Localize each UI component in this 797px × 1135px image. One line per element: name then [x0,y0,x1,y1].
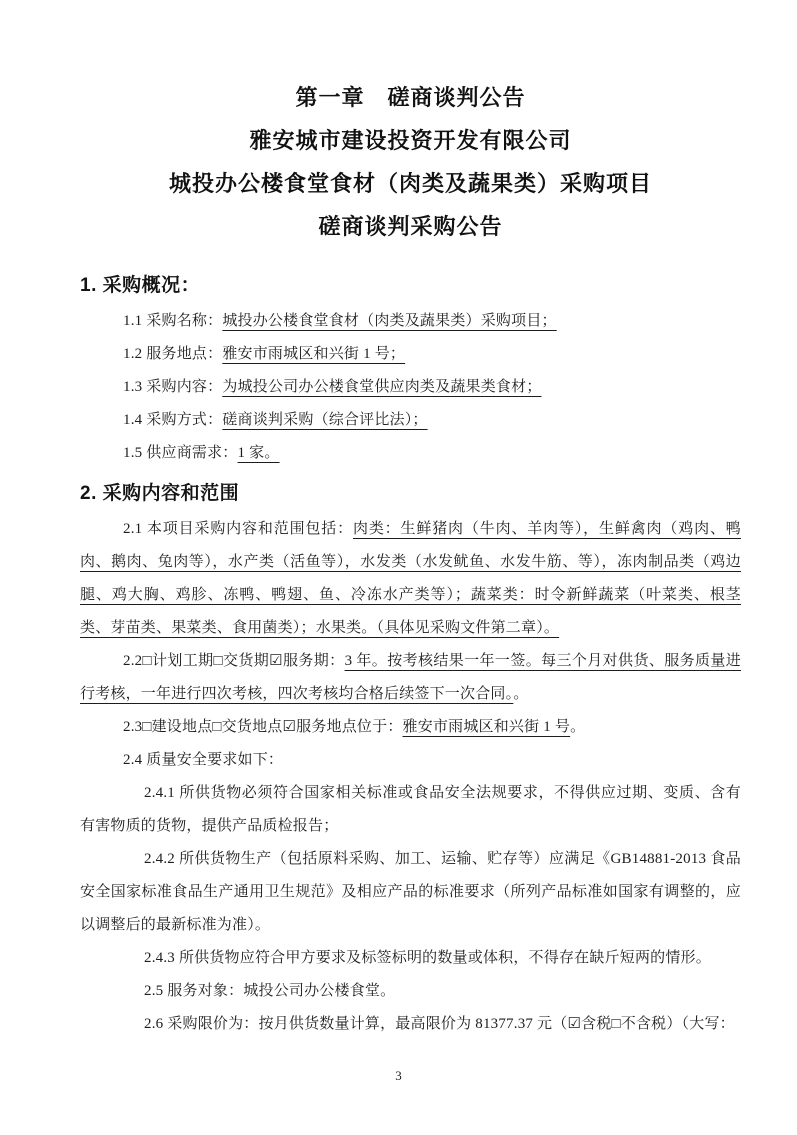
clause-1-1-label: 1.1 采购名称： [123,313,223,329]
clause-1-5-label: 1.5 供应商需求： [123,445,238,461]
clause-2-3 [80,711,741,744]
clause-2-3-label: 2.3□建设地点□交货地点☑服务地点位于： [123,719,403,735]
page-number: 3 [395,1068,402,1083]
clause-2-4-2: 2.4.2 所供货物生产（包括原料采购、加工、运输、贮存等）应满足《GB14881-2013 食品安全国家标准食品生产通用卫生规范》及相应产品的标准要求（所列产品标准如国家有调整的，应以调整后的最新标准为准）。 [80,851,741,933]
section-2-body [80,513,741,1041]
clause-1-4 [80,404,741,437]
clause-2-2-tail: 。 [513,686,529,702]
clause-2-2 [80,645,741,711]
clause-2-4: 2.4 质量安全要求如下： [123,752,284,768]
clause-1-1-value: 城投办公楼食堂食材（肉类及蔬果类）采购项目； [222,313,557,329]
clause-1-4-value: 磋商谈判采购（综合评比法）； [222,412,428,428]
section-1-body [80,305,741,470]
section-1-heading: 1. 采购概况： [80,275,201,296]
clause-1-1 [80,305,741,338]
chapter-title: 第一章 磋商谈判公告 [295,85,526,110]
clause-1-2-value: 雅安市雨城区和兴街 1 号； [222,346,406,362]
clause-2-3-value: 雅安市雨城区和兴街 1 号 [402,719,571,735]
clause-2-1-value: 肉类：生鲜猪肉（牛肉、羊肉等），生鲜禽肉（鸡肉、鸭肉、鹅肉、兔肉等），水产类（活鱼等），水发类（水发鱿鱼、水发牛筋、等），冻肉制品类（鸡边腿、鸡大胸、鸡胗、冻鸭、鸭翅、鱼、冷冻水产类等）；蔬菜类：时令新鲜蔬菜（叶菜类、根茎类、芽苗类、果菜类、食用菌类）；水果类。（具体见采购文件第二章）。 [80,521,741,636]
clause-2-3-tail: 。 [570,719,586,735]
clause-1-2 [80,338,741,371]
clause-1-2-label: 1.2 服务地点： [123,346,223,362]
clause-1-3 [80,371,741,404]
clause-1-3-value: 为城投公司办公楼食堂供应肉类及蔬果类食材； [222,379,542,395]
clause-2-5: 2.5 服务对象：城投公司办公楼食堂。 [144,983,396,999]
clause-2-4-1: 2.4.1 所供货物必须符合国家相关标准或食品安全法规要求，不得供应过期、变质、含有有害物质的货物，提供产品质检报告； [80,785,741,834]
company-name: 雅安城市建设投资开发有限公司 [249,128,572,153]
clause-2-4-3: 2.4.3 所供货物应符合甲方要求及标签标明的数量或体积，不得存在缺斤短两的情形。 [144,950,711,966]
clause-1-3-label: 1.3 采购内容： [123,379,223,395]
clause-2-2-label: 2.2□计划工期□交货期☑服务期： [123,653,345,669]
clause-1-5-value: 1 家。 [237,445,280,461]
clause-1-4-label: 1.4 采购方式： [123,412,223,428]
clause-1-5 [80,437,741,470]
clause-2-1-label: 2.1 本项目采购内容和范围包括： [123,521,353,537]
announcement-title: 磋商谈判采购公告 [318,214,503,239]
project-title: 城投办公楼食堂食材（肉类及蔬果类）采购项目 [168,171,652,196]
clause-2-2-value: 3 年。按考核结果一年一签。每三个月对供货、服务质量进行考核，一年进行四次考核，四次考核均合格后续签下一次合同。 [80,653,741,702]
section-2-heading: 2. 采购内容和范围 [80,483,240,504]
clause-2-1 [80,513,741,645]
clause-2-6: 2.6 采购限价为：按月供货数量计算，最高限价为 81377.37 元（☑含税□不含税）（大写： [144,1016,735,1032]
